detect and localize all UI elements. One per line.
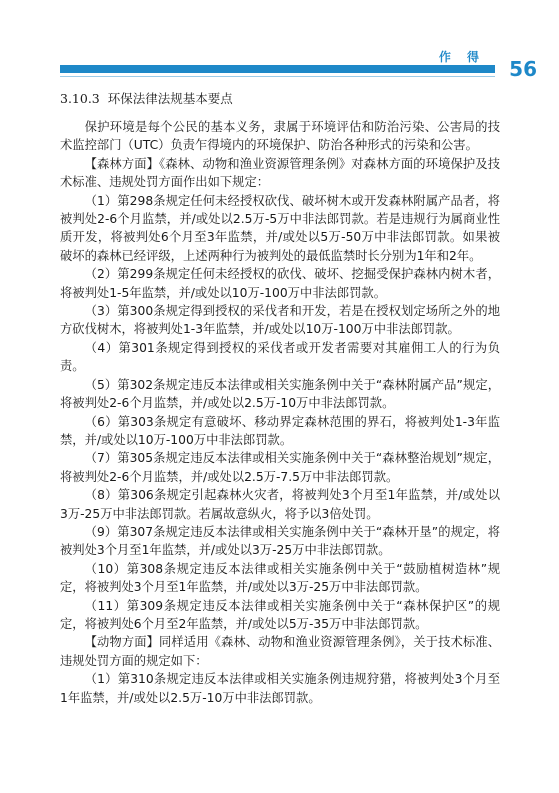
- paragraph: （10）第308条规定违反本法律或相关实施条例中关于“鼓励植树造林”规定，将被判处3个月至1年监禁，并/或处以3万-25万中非法郎罚款。: [60, 561, 500, 595]
- paragraph: （3）第300条规定得到授权的采伐者和开发，若是在授权划定场所之外的地方砍伐树木，将被判处1-3年监禁，并/或处以10万-100万中非法郎罚款。: [60, 304, 500, 337]
- paragraph: 【森林方面】《森林、动物和渔业资源管理条例》对森林方面的环境保护及技术标准、违规处罚方面作出如下规定：: [60, 156, 500, 190]
- header-divider: [60, 76, 495, 77]
- paragraph: （9）第307条规定违反本法律或相关实施条例中关于“森林开垦”的规定，将被判处3个月至1年监禁，并/或处以3万-25万中非法郎罚款。: [60, 524, 500, 558]
- section-title: 3.10.3 环保法律法规基本要点: [60, 91, 233, 106]
- paragraph: （11）第309条规定违反本法律或相关实施条例中关于“森林保护区”的规定，将被判处6个月至2年监禁，并/或处以5万-35万中非法郎罚款。: [60, 598, 500, 631]
- paragraph: （8）第306条规定引起森林火灾者，将被判处3个月至1年监禁，并/或处以3万-25万中非法郎罚款。若属故意纵火，将予以3倍处罚。: [60, 488, 500, 521]
- paragraph: （2）第299条规定任何未经授权的砍伐、破坏、挖掘受保护森林内树木者，将被判处1-5年监禁，并/或处以10万-100万中非法郎罚款。: [60, 267, 500, 300]
- paragraph: （1）第310条规定违反本法律或相关实施条例违规狩猎，将被判处3个月至1年监禁，并/或处以2.5万-10万中非法郎罚款。: [60, 672, 500, 705]
- header-bar: [60, 65, 495, 73]
- paragraph: （6）第303条规定有意破坏、移动界定森林范围的界石，将被判处1-3年监禁，并/或处以10万-100万中非法郎罚款。: [60, 414, 500, 447]
- paragraph: 【动物方面】同样适用《森林、动物和渔业资源管理条例》，关于技术标准、违规处罚方面的规定如下：: [60, 635, 500, 668]
- paragraph: 保护环境是每个公民的基本义务，隶属于环境评估和防治污染、公害局的技术监控部门（UTC）负责乍得境内的环境保护、防治各种形式的污染和公害。: [60, 120, 500, 153]
- header-label: 作 得: [438, 50, 485, 64]
- paragraph: （5）第302条规定违反本法律或相关实施条例中关于“森林附属产品”规定，将被判处2-6个月监禁，并/或处以2.5万-10万中非法郎罚款。: [60, 377, 500, 411]
- page-header: [0, 0, 559, 80]
- page-body: [60, 89, 500, 707]
- paragraph: （4）第301条规定得到授权的采伐者或开发者需要对其雇佣工人的行为负责。: [60, 340, 500, 374]
- page-number: 56: [509, 57, 537, 81]
- paragraph: （7）第305条规定违反本法律或相关实施条例中关于“森林整治规划”规定，将被判处2-6个月监禁，并/或处以2.5万-7.5万中非法郎罚款。: [60, 451, 500, 484]
- paragraph: （1）第298条规定任何未经授权砍伐、破坏树木或开发森林附属产品者，将被判处2-6个月监禁，并/或处以2.5万-5万中非法郎罚款。若是违规行为属商业性质开发，将被判处6个月至3年监禁，并/或处以5万-50万中非法郎罚款。如果被破坏的森林已经评级，上述两种行为被判处的最低监禁时长分别为1年和2年。: [60, 193, 500, 263]
